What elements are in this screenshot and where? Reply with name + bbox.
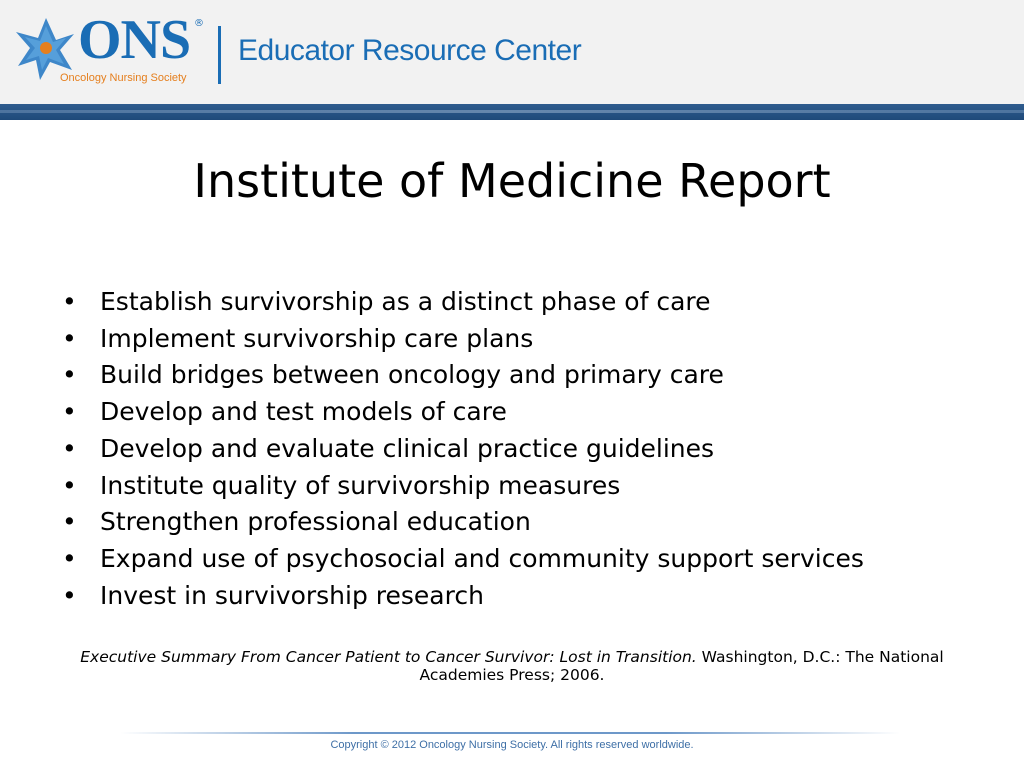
- bullet-icon: •: [62, 470, 77, 500]
- bullet-icon: •: [62, 287, 77, 316]
- bullet-text: Strengthen professional education: [100, 507, 531, 537]
- bullet-item: [54, 468, 994, 505]
- bullet-text: Develop and evaluate clinical practice guidelines: [100, 433, 715, 463]
- bullet-text: Expand use of psychosocial and community support services: [100, 543, 864, 573]
- header-divider: [218, 26, 221, 84]
- header-title: Educator Resource Center: [238, 34, 582, 67]
- registered-mark: ®: [194, 18, 204, 29]
- bullet-list: [54, 284, 994, 614]
- bullet-text: Invest in survivorship research: [100, 580, 484, 610]
- bullet-icon: •: [62, 507, 77, 537]
- copyright-footer: Copyright © 2012 Oncology Nursing Society. All rights reserved worldwide.: [330, 739, 694, 751]
- bullet-text: Develop and test models of care: [100, 397, 507, 427]
- bullet-item: [54, 357, 994, 394]
- bullet-icon: •: [62, 360, 77, 390]
- bullet-item: [54, 321, 994, 358]
- citation-title: Executive Summary From Cancer Patient to Cancer Survivor: Lost in Transition.: [80, 648, 697, 666]
- bullet-text: Build bridges between oncology and primary care: [100, 360, 724, 390]
- header: [0, 0, 1024, 104]
- footer-divider: [120, 732, 900, 734]
- bullet-item: [54, 394, 994, 431]
- bullet-icon: •: [62, 433, 77, 463]
- bullet-icon: •: [62, 323, 77, 353]
- citation: [60, 648, 964, 684]
- bullet-text: Establish survivorship as a distinct phase of care: [100, 287, 711, 316]
- bullet-icon: •: [62, 397, 77, 427]
- slide-title: Institute of Medicine Report: [193, 154, 831, 208]
- citation-publisher: Washington, D.C.: The National Academies Press; 2006.: [419, 648, 944, 684]
- bullet-icon: •: [62, 543, 77, 573]
- bullet-text: Implement survivorship care plans: [100, 323, 534, 353]
- bullet-item: [54, 284, 994, 321]
- bullet-item: [54, 578, 994, 615]
- bullet-item: [54, 541, 994, 578]
- bullet-text: Institute quality of survivorship measures: [100, 470, 621, 500]
- bullet-item: [54, 431, 994, 468]
- ons-logo-text: ONS: [78, 9, 191, 71]
- bullet-item: [54, 504, 994, 541]
- header-bar: [0, 104, 1024, 120]
- bullet-icon: •: [62, 580, 77, 610]
- ons-logo-subtitle: Oncology Nursing Society: [60, 72, 187, 84]
